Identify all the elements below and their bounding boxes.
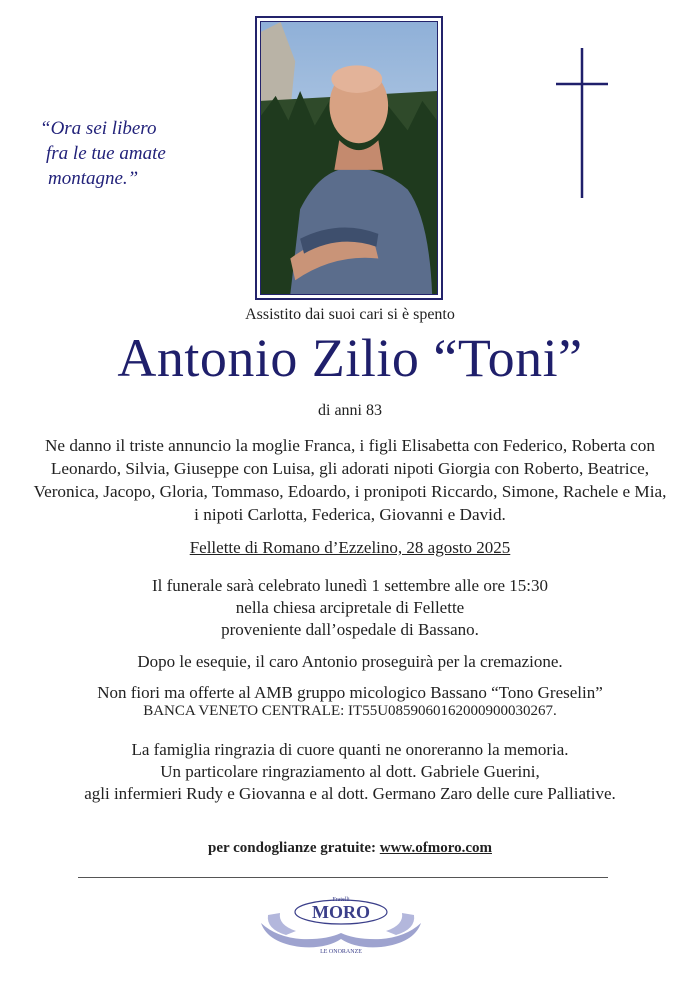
age-text: di anni 83 xyxy=(318,402,382,419)
flowers-text: Non fiori ma offerte al AMB gruppo micologico Bassano “Tono Greselin” xyxy=(97,683,603,702)
condolences-link[interactable]: www.ofmoro.com xyxy=(379,840,492,856)
moro-logo xyxy=(256,893,426,955)
logo-main-text: MORO xyxy=(312,902,370,922)
announcement-paragraph: Ne danno il triste annuncio la moglie Franca, i figli Elisabetta con Federico, Roberta con Leonardo, Silvia, Giuseppe con Luisa, gli adorati nipoti Giorgia con Roberto, Beatrice, Veronica, Jacopo, Gloria, Tommaso, Edoardo, i pronipoti Riccardo, Simone, Rachele e Mia, i nipoti Carlotta, Federica, Giovanni e David. xyxy=(33,436,667,524)
intro-text: Assistito dai suoi cari si è spento xyxy=(245,306,455,323)
condolences xyxy=(0,840,700,857)
divider xyxy=(78,877,608,878)
thanks-line: Un particolare ringraziamento al dott. Gabriele Guerini, xyxy=(160,762,540,781)
condolences-label: per condoglianze gratuite: xyxy=(208,840,377,856)
portrait-photo xyxy=(255,16,443,300)
bank-details: BANCA VENETO CENTRALE: IT55U0859060162000900030267. xyxy=(143,703,557,719)
quote-line: fra le tue amate xyxy=(46,143,166,164)
thanks-line: La famiglia ringrazia di cuore quanti ne onoreranno la memoria. xyxy=(131,740,569,759)
place-date xyxy=(0,538,700,558)
funeral-line: Il funerale sarà celebrato lunedì 1 settembre alle ore 15:30 xyxy=(151,576,548,595)
quote-line: montagne.” xyxy=(48,168,139,189)
place-date-text: Fellette di Romano d’Ezzelino, 28 agosto 2025 xyxy=(189,538,511,557)
logo-bottom-text: LE ONORANZE xyxy=(320,949,362,955)
cremation-text: Dopo le esequie, il caro Antonio proseguirà per la cremazione. xyxy=(137,652,563,671)
thanks-line: agli infermieri Rudy e Giovanna e al dott. Germano Zaro delle cure Palliative. xyxy=(84,784,616,803)
funeral-line: nella chiesa arcipretale di Fellette xyxy=(235,598,465,617)
deceased-name: Antonio Zilio “Toni” xyxy=(117,328,583,388)
thanks-block xyxy=(0,739,700,805)
cross-icon xyxy=(556,48,608,198)
quote-line: “Ora sei libero xyxy=(40,118,157,139)
portrait-image xyxy=(261,22,437,294)
funeral-info xyxy=(0,575,700,641)
memorial-quote xyxy=(40,116,240,191)
logo-top-text: Fratelli xyxy=(332,897,350,903)
funeral-line: proveniente dall’ospedale di Bassano. xyxy=(221,620,479,639)
